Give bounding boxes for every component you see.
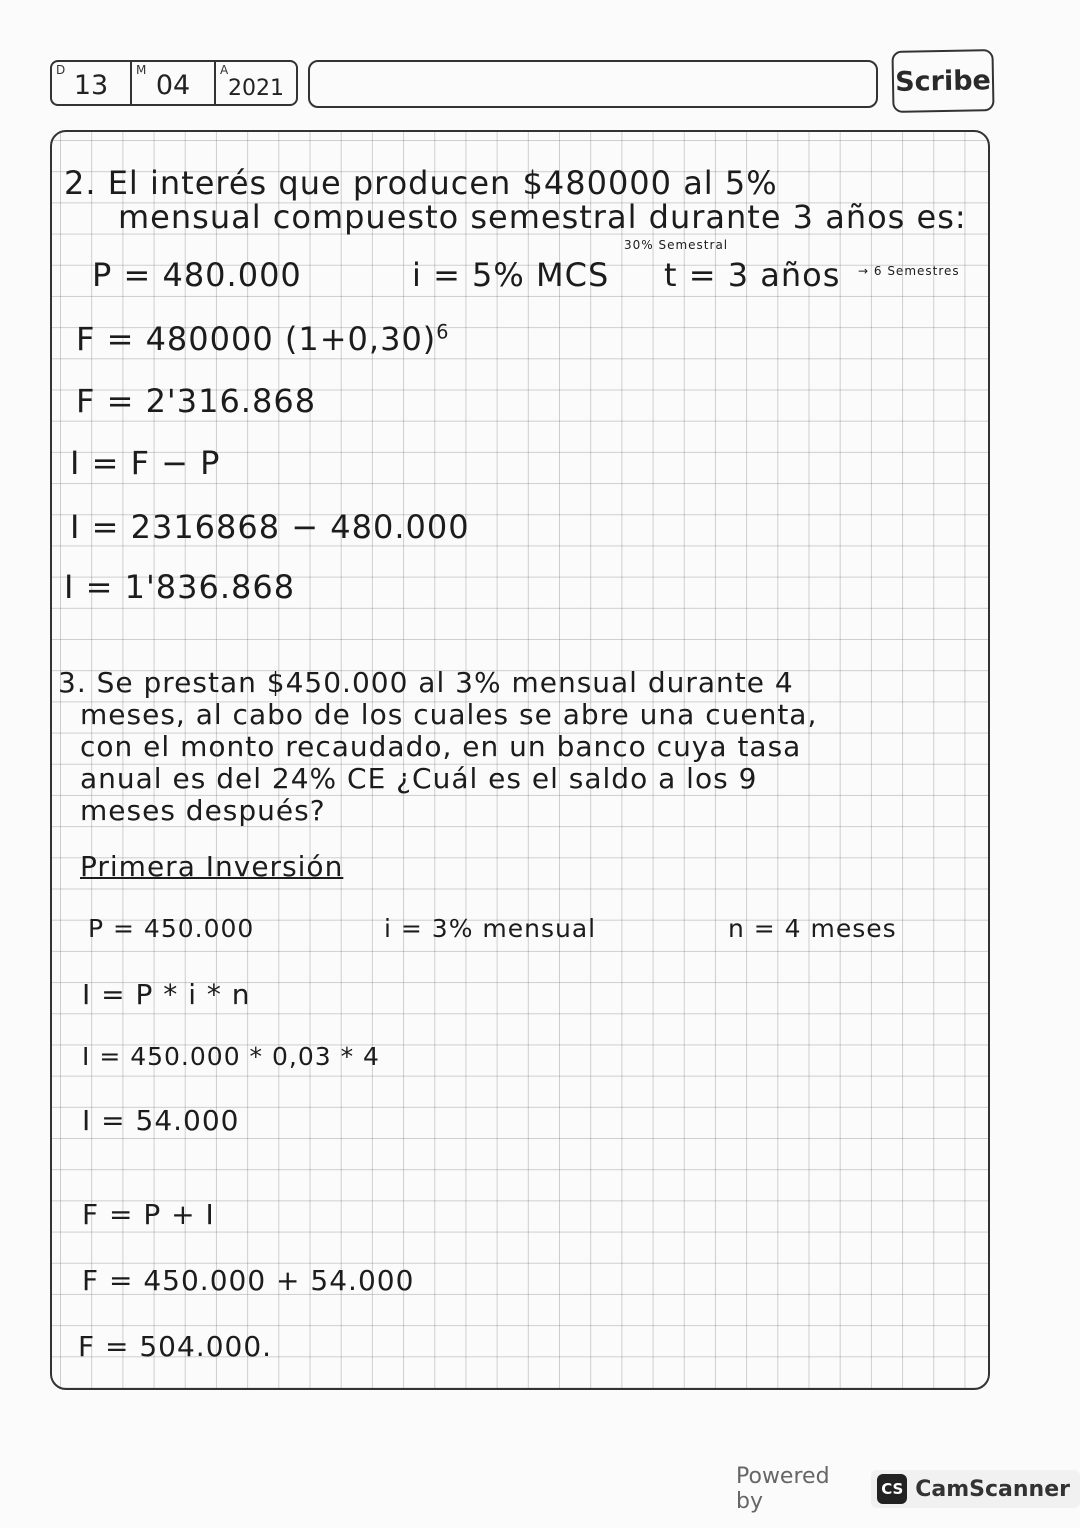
problem3-step6: F = 504.000. bbox=[78, 1330, 273, 1363]
problem2-step1-exp: 6 bbox=[436, 320, 450, 344]
problem2-given-t: t = 3 años bbox=[664, 256, 841, 294]
date-year: 2021 bbox=[228, 76, 284, 101]
problem3-given-i: i = 3% mensual bbox=[384, 914, 597, 943]
brand-logo: Scribe bbox=[891, 49, 994, 113]
powered-by-label: Powered by bbox=[736, 1464, 830, 1514]
date-month-box bbox=[130, 60, 214, 106]
problem2-statement-line1: 2. El interés que producen $480000 al 5% bbox=[64, 164, 778, 202]
date-day: 13 bbox=[73, 70, 109, 101]
problem2-note-rate: 30% Semestral bbox=[624, 238, 729, 252]
problem3-step1: I = P * i * n bbox=[82, 978, 251, 1011]
problem2-step1 bbox=[76, 320, 450, 358]
problem3-statement-line5: meses después? bbox=[80, 794, 326, 827]
date-day-box bbox=[50, 60, 130, 106]
problem2-given-i: i = 5% MCS bbox=[412, 256, 610, 294]
problem3-statement-line3: con el monto recaudado, en un banco cuya tasa bbox=[80, 730, 802, 763]
date-year-box bbox=[214, 60, 298, 106]
problem2-given-p: P = 480.000 bbox=[92, 256, 302, 294]
problem3-statement-line4: anual es del 24% CE ¿Cuál es el saldo a los 9 bbox=[80, 762, 758, 795]
problem3-step5: F = 450.000 + 54.000 bbox=[82, 1264, 415, 1297]
date-strip bbox=[50, 60, 298, 106]
date-year-tag: A bbox=[220, 63, 229, 77]
problem2-note-periods: → 6 Semestres bbox=[858, 264, 960, 278]
problem2-statement-line2: mensual compuesto semestral durante 3 años es: bbox=[118, 198, 967, 236]
problem3-section-title: Primera Inversión bbox=[80, 850, 344, 883]
date-month: 04 bbox=[155, 70, 191, 101]
problem3-step2: I = 450.000 * 0,03 * 4 bbox=[82, 1042, 380, 1071]
problem3-step3: I = 54.000 bbox=[82, 1104, 240, 1137]
problem3-given-p: P = 450.000 bbox=[88, 914, 255, 943]
camscanner-logo bbox=[871, 1470, 1080, 1508]
date-day-tag: D bbox=[56, 63, 66, 77]
problem2-step4: I = 2316868 − 480.000 bbox=[70, 508, 470, 546]
problem2-step1-base: F = 480000 (1+0,30) bbox=[76, 320, 437, 358]
problem3-step4: F = P + I bbox=[82, 1198, 215, 1231]
camscanner-watermark bbox=[736, 1466, 1080, 1512]
camscanner-icon: CS bbox=[877, 1474, 907, 1504]
problem2-step2: F = 2'316.868 bbox=[76, 382, 317, 420]
camscanner-text: CamScanner bbox=[915, 1476, 1070, 1502]
problem3-given-n: n = 4 meses bbox=[728, 914, 897, 943]
notebook-sheet bbox=[50, 130, 990, 1390]
problem3-statement-line1: 3. Se prestan $450.000 al 3% mensual durante 4 bbox=[58, 666, 794, 699]
problem2-step3: I = F − P bbox=[70, 444, 221, 482]
page-title-box bbox=[308, 60, 878, 108]
problem3-statement-line2: meses, al cabo de los cuales se abre una cuenta, bbox=[80, 698, 818, 731]
date-month-tag: M bbox=[136, 63, 147, 77]
problem2-step5: I = 1'836.868 bbox=[64, 568, 296, 606]
